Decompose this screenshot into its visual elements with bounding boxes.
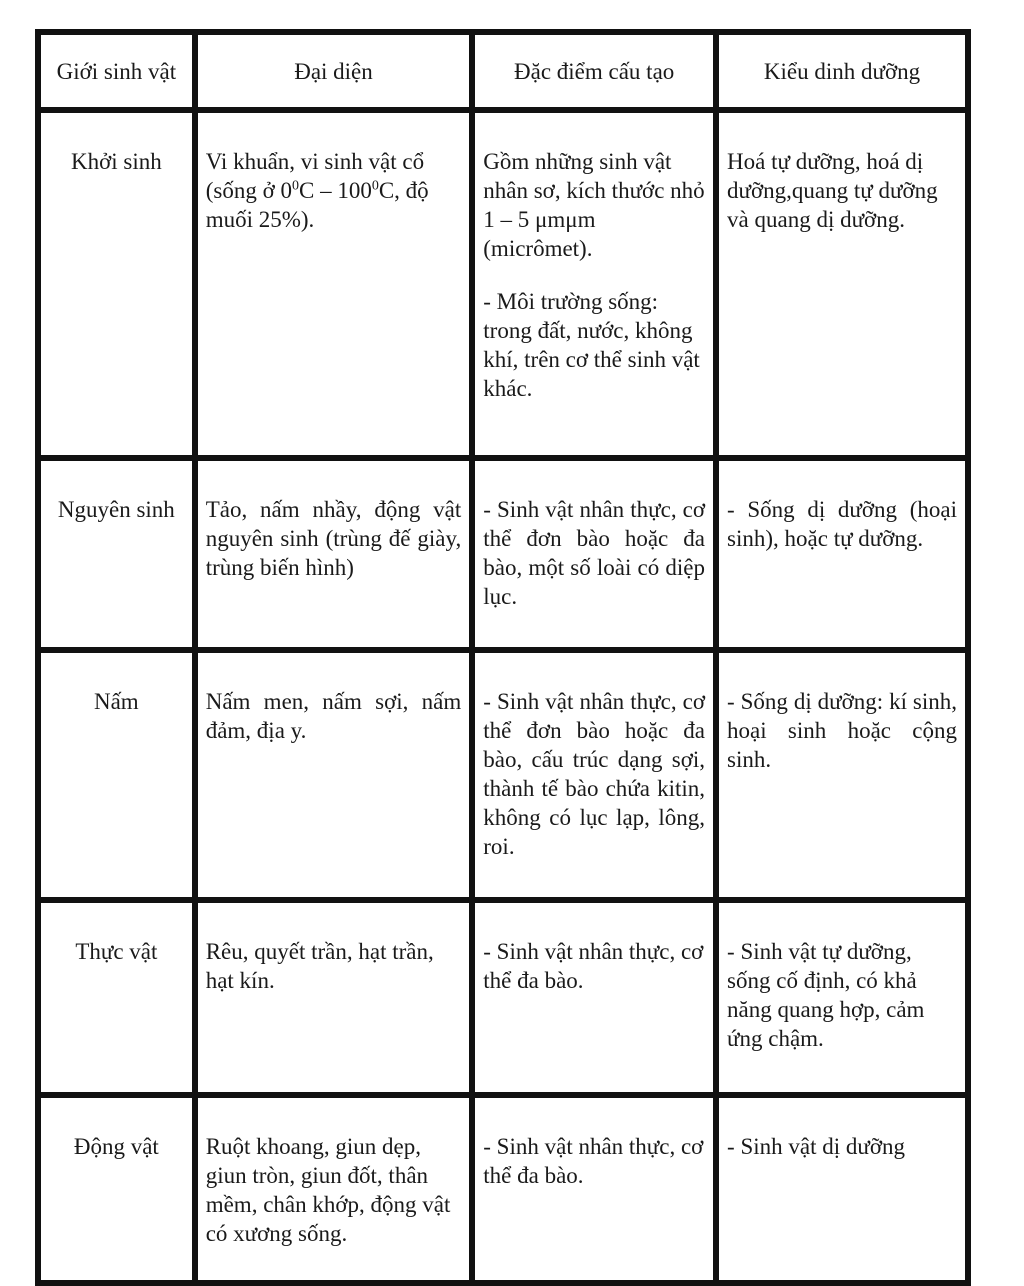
table-header-row	[38, 32, 968, 110]
representatives-text: Nấm men, nấm sợi, nấm đảm, địa y.	[205, 689, 462, 743]
representatives-cell	[195, 458, 473, 650]
kingdoms-table-container	[35, 29, 971, 1286]
nutrition-cell	[716, 900, 968, 1095]
nutrition-text: - Sống dị dưỡng: kí sinh, hoại sinh hoặc cộng sinh.	[727, 689, 957, 772]
representatives-cell	[195, 110, 473, 458]
habitat-paragraph: - Môi trường sống: trong đất, nước, không khí, trên cơ thể sinh vật khác.	[483, 289, 700, 401]
rep-text-part: Vi khuẩn, vi sinh vật cổ (sống ở 0	[205, 149, 425, 203]
header-kingdom: Giới sinh vật	[38, 32, 195, 110]
nutrition-cell	[716, 1095, 968, 1283]
table-row	[38, 110, 968, 458]
nutrition-text: Hoá tự dưỡng, hoá dị dưỡng,quang tự dưỡng và quang dị dưỡng.	[727, 149, 938, 232]
kingdom-cell: Khởi sinh	[38, 110, 195, 458]
representatives-text: Tảo, nấm nhầy, động vật nguyên sinh (trùng đế giày, trùng biến hình)	[205, 497, 462, 580]
structure-cell	[472, 458, 716, 650]
table-row	[38, 650, 968, 900]
header-representatives: Đại diện	[195, 32, 473, 110]
degree-superscript: 0	[291, 178, 299, 194]
nutrition-cell	[716, 458, 968, 650]
rep-text-part: C – 100	[298, 178, 372, 203]
representatives-text: Rêu, quyết trần, hạt trần, hạt kín.	[205, 939, 434, 993]
structure-cell	[472, 1095, 716, 1283]
kingdoms-table	[35, 29, 971, 1286]
header-structure: Đặc điểm cấu tạo	[472, 32, 716, 110]
structure-text: - Sinh vật nhân thực, cơ thể đa bào.	[483, 1134, 704, 1188]
table-row	[38, 900, 968, 1095]
representatives-cell	[195, 1095, 473, 1283]
rep-text-part: C, độ muối 25%).	[205, 178, 429, 232]
table-row	[38, 1095, 968, 1283]
structure-cell	[472, 650, 716, 900]
kingdom-cell: Nguyên sinh	[38, 458, 195, 650]
structure-text: - Sinh vật nhân thực, cơ thể đơn bào hoặc đa bào, một số loài có diệp lục.	[483, 497, 706, 609]
representatives-text: Ruột khoang, giun dẹp, giun tròn, giun đốt, thân mềm, chân khớp, động vật có xương sống.	[205, 1134, 451, 1246]
degree-superscript: 0	[371, 178, 379, 194]
representatives-text	[198, 113, 470, 242]
representatives-cell	[195, 650, 473, 900]
structure-text	[475, 113, 713, 411]
nutrition-text: - Sống dị dưỡng (hoại sinh), hoặc tự dưỡng.	[727, 497, 957, 551]
table-row	[38, 458, 968, 650]
nutrition-text: - Sinh vật tự dưỡng, sống cố định, có khả năng quang hợp, cảm ứng chậm.	[727, 939, 925, 1051]
nutrition-cell	[716, 110, 968, 458]
structure-text: - Sinh vật nhân thực, cơ thể đơn bào hoặc đa bào, cấu trúc dạng sợi, thành tế bào chứa kitin, không có lục lạp, lông, roi.	[483, 689, 706, 859]
kingdom-cell: Thực vật	[38, 900, 195, 1095]
representatives-cell	[195, 900, 473, 1095]
kingdom-cell: Động vật	[38, 1095, 195, 1283]
structure-cell	[472, 110, 716, 458]
nutrition-text: - Sinh vật dị dưỡng	[727, 1134, 905, 1159]
kingdom-cell: Nấm	[38, 650, 195, 900]
structure-paragraph: Gồm những sinh vật nhân sơ, kích thước nhỏ 1 – 5 μmμm (micrômet).	[483, 149, 705, 261]
nutrition-cell	[716, 650, 968, 900]
structure-text: - Sinh vật nhân thực, cơ thể đa bào.	[483, 939, 704, 993]
structure-cell	[472, 900, 716, 1095]
header-nutrition: Kiểu dinh dưỡng	[716, 32, 968, 110]
